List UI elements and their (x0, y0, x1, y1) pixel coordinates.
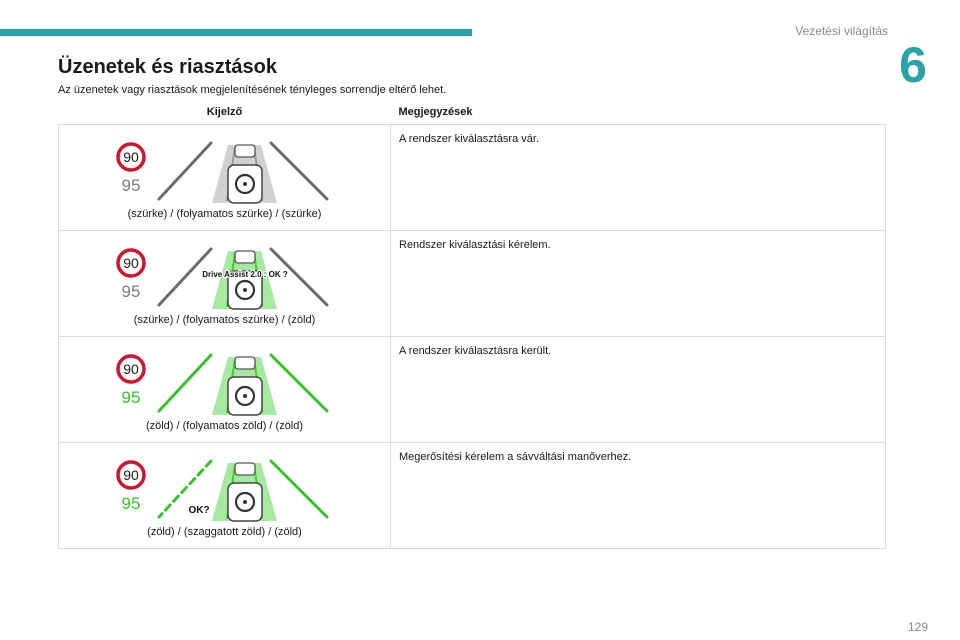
driver-assist-illustration (115, 141, 335, 205)
note-text: A rendszer kiválasztásra vár. (399, 133, 540, 145)
set-speed-value: 95 (121, 494, 140, 513)
speed-limit-value: 90 (122, 467, 139, 483)
lane-line (271, 461, 327, 517)
table-row (59, 231, 886, 337)
display-cell (59, 443, 391, 549)
note-text: Megerősítési kérelem a sávváltási manőverhez. (399, 451, 632, 463)
page-number: 129 (907, 620, 928, 634)
set-speed-value: 95 (121, 282, 140, 301)
section-title: Üzenetek és riasztások (58, 56, 278, 78)
table-row (59, 443, 886, 549)
chapter-number: 6 (899, 37, 927, 93)
column-header-notes: Megjegyzések (398, 106, 473, 118)
driver-assist-illustration (115, 247, 335, 311)
table-header-row (59, 100, 886, 125)
note-cell (391, 125, 886, 231)
overlay-prompt: Drive Assist 2.0 : OK ? (201, 270, 288, 279)
speed-limit-value: 90 (122, 255, 139, 271)
set-speed-value: 95 (121, 388, 140, 407)
overlay-prompt: OK? (187, 505, 210, 516)
vehicle-ahead-icon (235, 145, 255, 157)
note-text: Rendszer kiválasztási kérelem. (399, 239, 551, 251)
display-cell (59, 125, 391, 231)
vehicle-ahead-icon (235, 357, 255, 369)
speed-limit-value: 90 (122, 149, 139, 165)
display-caption: (zöld) / (folyamatos zöld) / (zöld) (145, 420, 304, 432)
note-cell (391, 337, 886, 443)
lane-line (271, 143, 327, 199)
lane-line (159, 143, 211, 199)
messages-table (58, 100, 886, 549)
lane-line (159, 355, 211, 411)
lane-line (271, 355, 327, 411)
speed-limit-value: 90 (122, 361, 139, 377)
display-caption: (zöld) / (szaggatott zöld) / (zöld) (147, 526, 302, 538)
section-intro: Az üzenetek vagy riasztások megjelenítésének tényleges sorrendje eltérő lehet. (58, 84, 447, 96)
display-cell (59, 337, 391, 443)
note-text: A rendszer kiválasztásra került. (399, 345, 552, 357)
note-cell (391, 443, 886, 549)
set-speed-value: 95 (121, 176, 140, 195)
table-row (59, 337, 886, 443)
display-caption: (szürke) / (folyamatos szürke) / (zöld) (133, 314, 316, 326)
column-header-display: Kijelző (206, 106, 243, 118)
note-cell (391, 231, 886, 337)
chapter-title: Vezetési világítás (795, 24, 888, 38)
display-cell (59, 231, 391, 337)
table-body (59, 125, 886, 549)
vehicle-ahead-icon (235, 463, 255, 475)
driver-assist-illustration (115, 353, 335, 417)
driver-assist-illustration (115, 459, 335, 523)
vehicle-ahead-icon (235, 251, 255, 263)
table-row (59, 125, 886, 231)
display-caption: (szürke) / (folyamatos szürke) / (szürke) (127, 208, 322, 220)
header-accent-bar (0, 29, 472, 36)
